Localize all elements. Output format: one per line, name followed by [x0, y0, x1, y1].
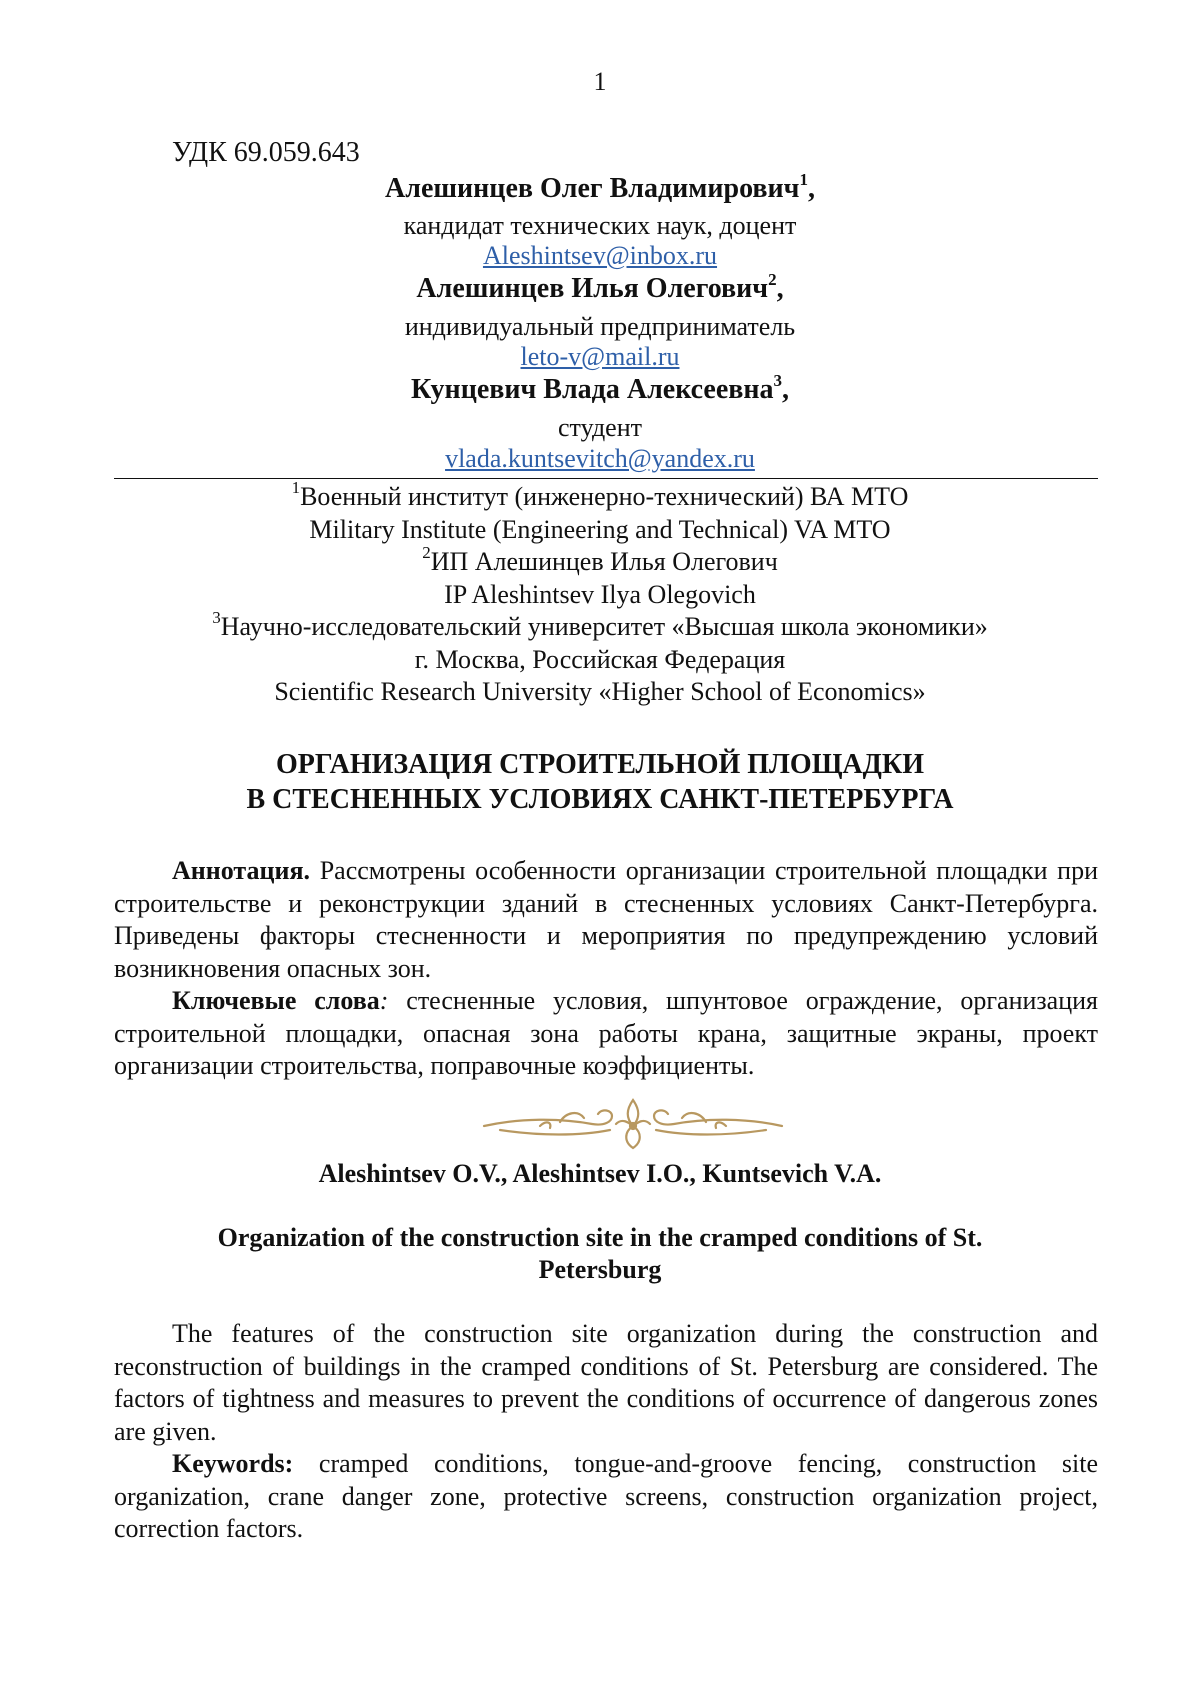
author-role-2: индивидуальный предприниматель: [404, 312, 796, 341]
abstract-ru-label: Аннотация.: [172, 856, 311, 885]
title-en-line-2: Petersburg: [538, 1255, 662, 1284]
authors-en: Aleshintsev O.V., Aleshintsev I.O., Kuntsevich V.A.: [318, 1159, 882, 1188]
author-name-2: Алешинцев Илья Олегович$^2$,: [416, 269, 784, 304]
udk-code: УДК 69.059.643: [172, 137, 360, 168]
author-email-2-wrap: [0, 341, 1200, 373]
affiliation-1-ru-text: Военный институт (инженерно-технический) ВА МТО: [300, 482, 909, 511]
keywords-ru-paragraph: [114, 985, 1098, 1083]
author-email-1[interactable]: Aleshintsev@inbox.ru: [482, 241, 718, 270]
decorative-flourish-icon: [480, 1096, 786, 1152]
affiliation-sup-2: 2: [422, 543, 431, 563]
abstract-ru-text: Рассмотрены особенности организации строительной площадки при строительстве и реконструкции зданий в стесненных условиях Санкт-Петербурга. Приведены факторы стесненности и мероприятия по предупреждению условий возникновения опасных зон.: [114, 856, 1099, 983]
affiliation-sup-3: 3: [212, 608, 221, 628]
keywords-ru-label: Ключевые слова: [172, 986, 380, 1015]
page-number: 1: [593, 67, 607, 96]
author-email-2[interactable]: leto-v@mail.ru: [520, 342, 680, 371]
affiliation-3-ru-text: Научно-исследовательский университет «Высшая школа экономики»: [220, 612, 988, 641]
author-email-1-wrap: [0, 240, 1200, 272]
author-sup-2: 2: [768, 269, 777, 289]
author-email-3-wrap: [0, 443, 1200, 475]
title-en-line-1: Organization of the construction site in the cramped conditions of St.: [217, 1223, 983, 1252]
affiliation-3-ru: [0, 608, 1200, 643]
keywords-en-text: cramped conditions, tongue-and-groove fencing, construction site organization, crane danger zone, protective screens, construction organization project, correction factors.: [114, 1449, 1099, 1543]
author-name-1: Алешинцев Олег Владимирович$^1$,: [385, 169, 815, 204]
abstract-ru: [114, 855, 1098, 1083]
author-name-3-text: Кунцевич Влада Алексеевна: [410, 374, 774, 405]
affiliation-1-en: Military Institute (Engineering and Technical) VA MTO: [309, 515, 891, 544]
author-name-3: Кунцевич Влада Алексеевна$^3$,: [410, 370, 790, 405]
author-name-2-text: Алешинцев Илья Олегович: [416, 273, 769, 304]
keywords-en-paragraph: [114, 1448, 1098, 1546]
affiliation-3-city: г. Москва, Российская Федерация: [414, 645, 786, 674]
author-sup-1: 1: [799, 169, 808, 189]
header-divider: [114, 478, 1098, 479]
author-sup-3: 3: [773, 370, 783, 390]
abstract-ru-paragraph: [114, 855, 1098, 985]
affiliation-1-ru: [0, 478, 1200, 513]
abstract-en: [114, 1318, 1098, 1546]
author-role-3: студент: [558, 413, 642, 442]
keywords-en-label: Keywords:: [172, 1449, 294, 1478]
author-name-1-text: Алешинцев Олег Владимирович: [385, 173, 800, 204]
affiliation-sup-1: 1: [291, 478, 301, 498]
title-ru-line-1: ОРГАНИЗАЦИЯ СТРОИТЕЛЬНОЙ ПЛОЩАДКИ: [275, 749, 925, 780]
keywords-ru-colon: :: [379, 986, 389, 1015]
affiliation-2-ru-text: ИП Алешинцев Илья Олегович: [430, 547, 778, 576]
affiliation-3-en: Scientific Research University «Higher School of Economics»: [274, 677, 926, 706]
title-ru-line-2: В СТЕСНЕННЫХ УСЛОВИЯХ САНКТ-ПЕТЕРБУРГА: [246, 784, 954, 815]
author-role-1: кандидат технических наук, доцент: [403, 211, 797, 240]
keywords-ru-text: стесненные условия, шпунтовое ограждение, организация строительной площадки, опасная зона работы крана, защитные экраны, проект организации строительства, поправочные коэффициенты.: [114, 986, 1098, 1080]
author-email-3[interactable]: vlada.kuntsevitch@yandex.ru: [445, 444, 755, 473]
affiliation-2-ru: [0, 543, 1200, 578]
abstract-en-paragraph: The features of the construction site organization during the construction and reconstruction of buildings in the cramped conditions of St. Petersburg are considered. The factors of tightness and measures to prevent the conditions of occurrence of dangerous zones are given.: [114, 1319, 1098, 1446]
affiliation-2-en: IP Aleshintsev Ilya Olegovich: [444, 580, 756, 609]
